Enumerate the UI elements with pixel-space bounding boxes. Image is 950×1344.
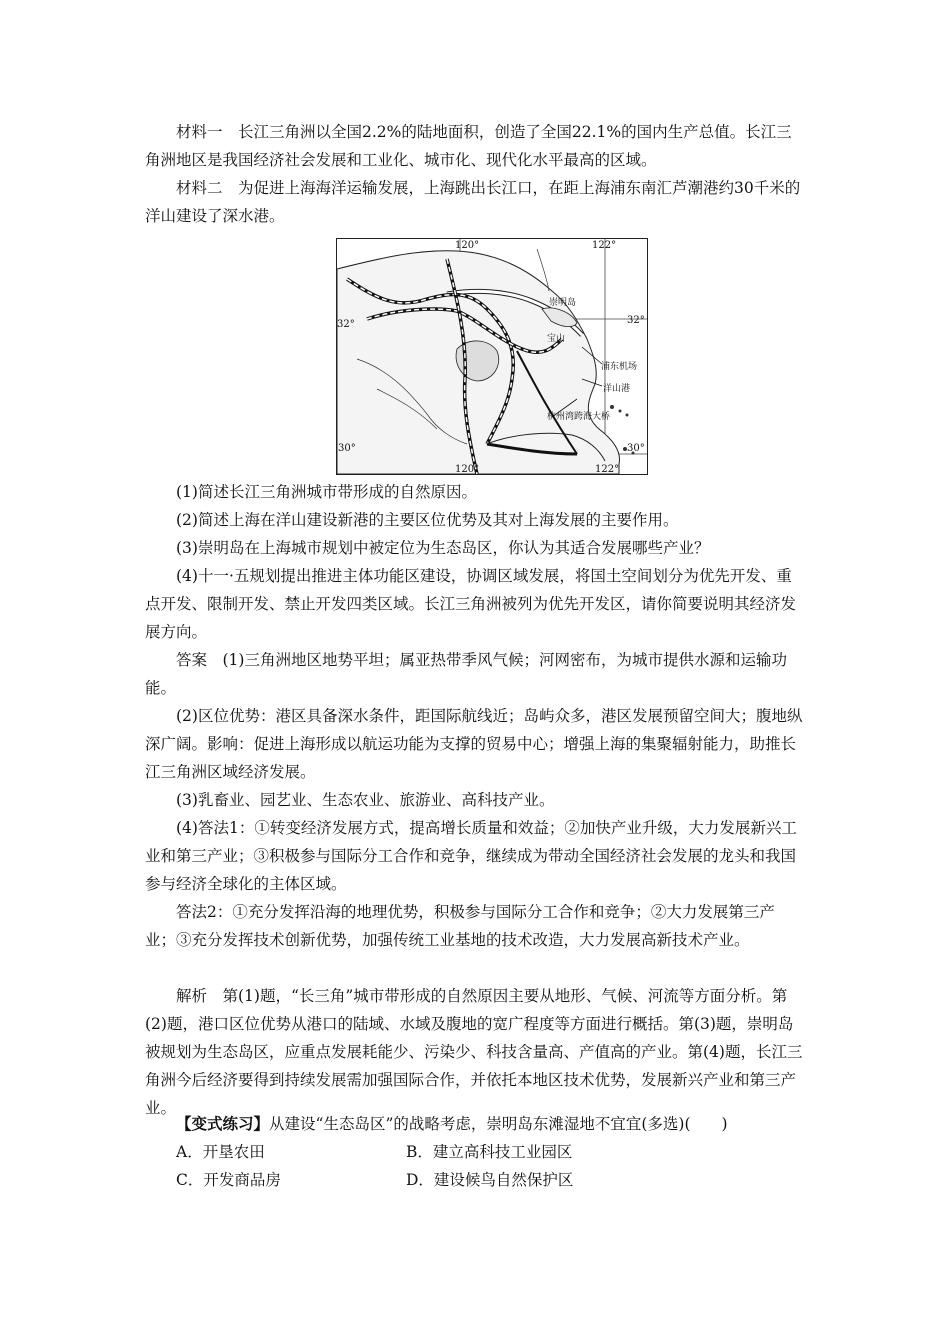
label-yangshan: 洋山港 bbox=[603, 384, 631, 394]
deg-120-bottom: 120° bbox=[455, 464, 480, 474]
material-two: 材料二 为促进上海海洋运输发展，上海跳出长江口，在距上海浦东南汇芦潮港约30千米的洋山建设了深水港。 bbox=[145, 179, 801, 225]
answer-4-method-1: (4)答法1：①转变经济发展方式，提高增长质量和效益；②加快产业升级，大力发展新兴工业和第三产业；③积极参与国际分工合作和竞争，继续成为带动全国经济社会发展的龙头和我国参与经济全球化的主体区域。 bbox=[145, 819, 797, 893]
answer-3: (3)乳畜业、园艺业、生态农业、旅游业、高科技产业。 bbox=[176, 791, 555, 809]
material-one: 材料一 长江三角洲以全国2.2%的陆地面积，创造了全国22.1%的国内生产总值。长江三角洲地区是我国经济社会发展和工业化、城市化、现代化水平最高的区域。 bbox=[145, 123, 792, 169]
deg-32-left: 32° bbox=[337, 319, 355, 330]
option-c: C．开发商品房 bbox=[176, 1171, 281, 1189]
exercise-tag: 【变式练习】 bbox=[176, 1114, 270, 1133]
deg-122-bottom: 122° bbox=[595, 464, 620, 474]
question-1: (1)简述长江三角洲城市带形成的自然原因。 bbox=[176, 483, 477, 501]
option-b: B．建立高科技工业园区 bbox=[406, 1143, 573, 1161]
exercise-prompt bbox=[145, 1110, 805, 1138]
deg-122-top: 122° bbox=[592, 240, 617, 251]
exercise-text: 从建设“生态岛区”的战略考虑，崇明岛东滩湿地不宜宜(多选)( ) bbox=[269, 1115, 728, 1133]
question-2: (2)简述上海在洋山建设新港的主要区位优势及其对上海发展的主要作用。 bbox=[176, 511, 679, 529]
label-baoshan: 宝山 bbox=[547, 334, 566, 344]
answer-2: (2)区位优势：港区具备深水条件，距国际航线近；岛屿众多，港区发展预留空间大；腹地纵深广阔。影响：促进上海形成以航运功能为支撑的贸易中心；增强上海的集聚辐射能力，助推长江三角洲区域经济发展。 bbox=[145, 707, 803, 781]
deg-30-right: 30° bbox=[627, 443, 645, 454]
deg-30-left: 30° bbox=[338, 443, 356, 454]
label-chongming: 崇明岛 bbox=[549, 298, 577, 308]
yangtze-delta-map bbox=[336, 238, 648, 475]
analysis: 解析 第(1)题，“长三角”城市带形成的自然原因主要从地形、气候、河流等方面分析。第(2)题，港口区位优势从港口的陆域、水域及腹地的宽广程度等方面进行概括。第(3)题，崇明岛被规划为生态岛区，应重点发展耗能少、污染少、科技含量高、产值高的产业。第(4)题，长江三角洲今后经济要得到持续发展需加强国际合作，并依托本地区技术优势，发展新兴产业和第三产业。 bbox=[145, 987, 803, 1117]
answer-1: 答案 (1)三角洲地区地势平坦；属亚热带季风气候；河网密布，为城市提供水源和运输功能。 bbox=[145, 651, 787, 697]
question-3: (3)崇明岛在上海城市规划中被定位为生态岛区，你认为其适合发展哪些产业？ bbox=[176, 539, 710, 557]
deg-120-top: 120° bbox=[455, 240, 480, 251]
option-d: D．建设候鸟自然保护区 bbox=[406, 1171, 574, 1189]
label-pudong: 浦东机场 bbox=[601, 362, 638, 372]
answer-4-method-2: 答法2：①充分发挥沿海的地理优势，积极参与国际分工合作和竞争；②大力发展第三产业；③充分发挥技术创新优势，加强传统工业基地的技术改造，大力发展高新技术产业。 bbox=[145, 903, 775, 949]
label-bridge: 杭州湾跨海大桥 bbox=[547, 412, 611, 422]
option-a: A．开垦农田 bbox=[176, 1143, 265, 1161]
question-4: (4)十一·五规划提出推进主体功能区建设，协调区域发展，将国土空间划分为优先开发、重点开发、限制开发、禁止开发四类区域。长江三角洲被列为优先开发区，请你简要说明其经济发展方向。 bbox=[145, 567, 797, 641]
deg-32-right: 32° bbox=[627, 315, 645, 326]
